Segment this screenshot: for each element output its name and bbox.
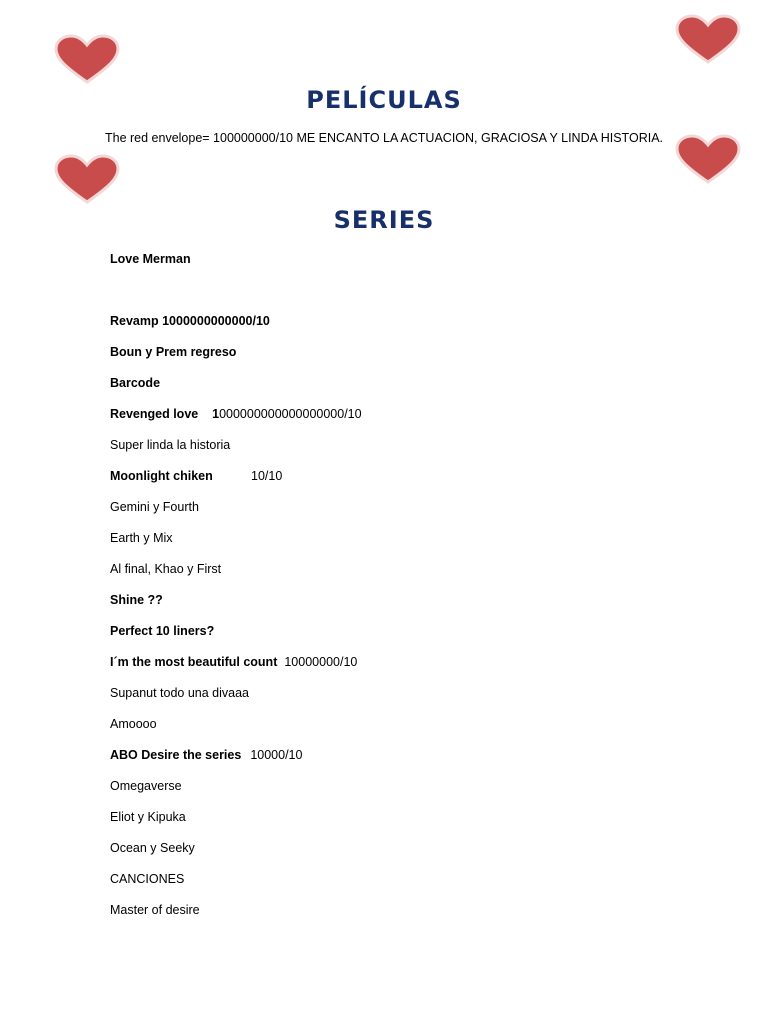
- series-note: Super linda la historia: [110, 438, 231, 452]
- list-item: [110, 871, 184, 887]
- list-item: [110, 530, 173, 546]
- series-rating: 10/10: [251, 469, 283, 483]
- series-note: Master of desire: [110, 903, 200, 917]
- list-item: [110, 685, 249, 701]
- series-title: Revamp 1000000000000/10: [110, 314, 270, 328]
- list-item: [110, 437, 230, 453]
- series-heading: SERIES: [333, 206, 435, 234]
- series-title: Love Merman: [110, 252, 191, 266]
- list-item: [110, 778, 182, 794]
- series-note: Eliot y Kipuka: [110, 810, 186, 824]
- movie-entry: The red envelope= 100000000/10 ME ENCANTO LA ACTUACION, GRACIOSA Y LINDA HISTORIA.: [104, 131, 663, 145]
- heart-icon: [673, 14, 743, 66]
- list-item: [110, 499, 199, 515]
- series-note: Ocean y Seeky: [110, 841, 195, 855]
- list-item: [110, 375, 160, 391]
- series-title: ABO Desire the series: [110, 748, 242, 762]
- list-item: [110, 809, 186, 825]
- list-item: [110, 747, 302, 763]
- series-rating: 10000000/10: [284, 655, 358, 669]
- list-item: [110, 468, 283, 484]
- list-item: [110, 716, 157, 732]
- series-title: Revenged love 1: [110, 407, 220, 421]
- series-title: Perfect 10 liners?: [110, 624, 215, 638]
- series-rating: 000000000000000000/10: [219, 407, 362, 421]
- series-note: Omegaverse: [110, 779, 182, 793]
- heart-icon: [52, 34, 122, 86]
- series-note: Al final, Khao y First: [110, 562, 222, 576]
- list-item: [110, 902, 200, 918]
- peliculas-heading: PELÍCULAS: [306, 86, 462, 114]
- series-note: Earth y Mix: [110, 531, 173, 545]
- heart-icon: [52, 154, 122, 206]
- series-title: Shine ??: [110, 593, 163, 607]
- list-item: [110, 840, 195, 856]
- series-note: CANCIONES: [110, 872, 185, 886]
- list-item: [110, 344, 236, 360]
- list-item: [110, 313, 270, 329]
- list-item: [110, 251, 191, 267]
- list-item: [110, 654, 357, 670]
- series-title: Boun y Prem regreso: [110, 345, 237, 359]
- series-title: I´m the most beautiful count: [110, 655, 278, 669]
- list-item: [110, 592, 163, 608]
- series-note: Amoooo: [110, 717, 157, 731]
- list-item: [110, 561, 221, 577]
- series-note: Supanut todo una divaaa: [110, 686, 250, 700]
- list-item: [110, 623, 214, 639]
- series-rating: 10000/10: [250, 748, 303, 762]
- series-note: Gemini y Fourth: [110, 500, 199, 514]
- series-title: Barcode: [110, 376, 161, 390]
- list-item: [110, 406, 362, 422]
- series-title: Moonlight chiken: [110, 469, 213, 483]
